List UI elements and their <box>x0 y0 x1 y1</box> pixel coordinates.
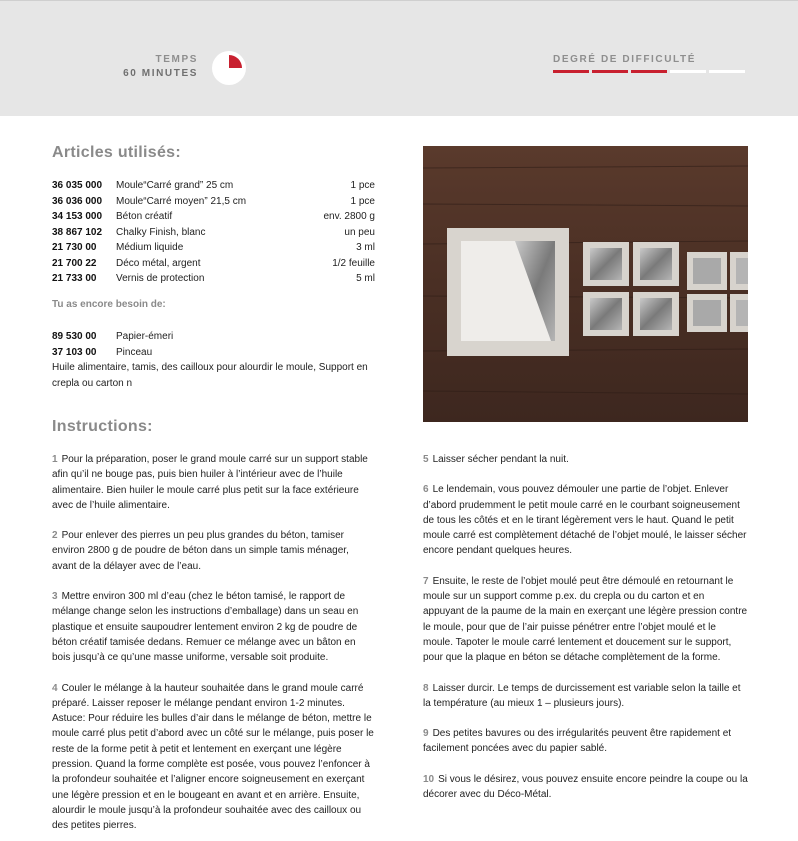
article-number: 36 036 000 <box>52 195 103 207</box>
extra-number: 89 530 00 <box>52 331 97 342</box>
article-quantity: 5 ml <box>356 273 375 284</box>
time-value: 60 MINUTES <box>123 68 198 79</box>
extra-row <box>52 345 375 361</box>
instruction-step <box>423 726 748 757</box>
article-quantity: 1 pce <box>350 180 375 191</box>
article-number: 38 867 102 <box>52 226 103 238</box>
instruction-step <box>423 452 748 467</box>
product-photo <box>423 146 748 422</box>
extra-list <box>52 329 375 391</box>
difficulty-bar <box>553 70 589 73</box>
instruction-step <box>52 452 375 513</box>
article-number: 21 700 22 <box>52 257 97 269</box>
article-name: Béton créatif <box>116 211 173 222</box>
difficulty-label: DEGRÉ DE DIFFICULTÉ <box>553 54 696 65</box>
instructions-column-right <box>423 452 748 817</box>
step-text: Laisser sécher pendant la nuit. <box>432 454 569 465</box>
step-number: 9 <box>423 728 429 740</box>
difficulty-bar <box>709 70 745 73</box>
step-text: Le lendemain, vous pouvez démouler une partie de l’objet. Enlever d’abord prudemment le petit moule carré en le courbant soigneusement de tous les côtés et en le tirant légèrement vers le haut. Quand le petit moule carré est complètement détaché de l’objet moulé, le laisser sécher encore pendant quelques heures. <box>423 484 747 557</box>
article-number: 34 153 000 <box>52 211 103 222</box>
time-label: TEMPS <box>155 54 198 65</box>
difficulty-bar <box>670 70 706 73</box>
step-text: Si vous le désirez, vous pouvez ensuite encore peindre la coupe ou la décorer avec du Déco-Métal. <box>423 773 748 801</box>
extra-note: Huile alimentaire, tamis, des cailloux pour alourdir le moule, Support en crepla ou carton n <box>52 362 368 389</box>
instruction-step <box>423 772 748 803</box>
article-row <box>52 209 375 225</box>
article-quantity: 3 ml <box>356 242 375 253</box>
article-row <box>52 225 375 241</box>
article-row <box>52 271 375 287</box>
articles-list <box>52 178 375 287</box>
article-number: 21 730 00 <box>52 242 97 253</box>
step-text: Des petites bavures ou des irrégularités peuvent être rapidement et facilement poncées avec du papier sablé. <box>423 728 732 755</box>
step-text: Mettre environ 300 ml d’eau (chez le béton tamisé, le rapport de mélange change selon les instructions d’emballage) dans un seau en plastique et ensuite saupoudrer lentement environ 2 kg de poudre de béton créatif tamisée dedans. Remuer ce mélange avec un bâton en bois jusqu’à ce qu’une masse uniforme, versable soit produite. <box>52 591 359 664</box>
instruction-step <box>52 681 375 834</box>
time-block <box>60 53 198 81</box>
step-number: 5 <box>423 454 429 465</box>
extra-name: Pinceau <box>116 346 153 358</box>
article-quantity: 1/2 feuille <box>332 257 375 269</box>
article-quantity: un peu <box>344 226 375 238</box>
step-text: Pour la préparation, poser le grand moule carré sur un support stable afin qu’il ne bouge pas, puis bien huiler à l’intérieur avec de l’huile alimentaire. Bien huiler le moule carré plus petit sur la face extérieure avec de l’huile alimentaire. <box>52 454 368 511</box>
difficulty-bar <box>631 70 667 73</box>
extra-name: Papier-émeri <box>116 331 174 342</box>
article-row <box>52 240 375 256</box>
article-name: Moule“Carré moyen” 21,5 cm <box>116 195 247 207</box>
extra-title: Tu as encore besoin de: <box>52 299 166 310</box>
article-name: Moule“Carré grand” 25 cm <box>116 180 234 191</box>
step-number: 7 <box>423 575 429 587</box>
difficulty-bar <box>592 70 628 73</box>
header-band <box>0 0 798 116</box>
instruction-step <box>423 482 748 558</box>
instructions-title: Instructions: <box>52 418 153 435</box>
step-number: 3 <box>52 591 58 603</box>
instructions-column-left <box>52 452 375 834</box>
step-text: Laisser durcir. Le temps de durcissement est variable selon la taille et la température (au mieux 1 – plusieurs jours). <box>423 682 741 709</box>
step-number: 10 <box>423 773 435 785</box>
step-number: 6 <box>423 484 429 496</box>
article-row <box>52 178 375 194</box>
article-name: Chalky Finish, blanc <box>116 226 206 238</box>
article-quantity: env. 2800 g <box>323 211 375 222</box>
instruction-step <box>52 528 375 574</box>
article-name: Vernis de protection <box>116 273 205 284</box>
step-number: 4 <box>52 682 58 694</box>
article-row <box>52 256 375 272</box>
article-name: Médium liquide <box>116 242 184 253</box>
step-text: Pour enlever des pierres un peu plus grandes du béton, tamiser environ 2800 g de poudre de béton dans un simple tamis ménager, avant de la délayer avec de l’eau. <box>52 530 349 572</box>
article-number: 36 035 000 <box>52 180 103 191</box>
instruction-step <box>423 681 748 712</box>
clock-icon <box>212 51 246 85</box>
step-number: 1 <box>52 454 58 465</box>
article-number: 21 733 00 <box>52 273 97 284</box>
step-number: 2 <box>52 530 58 542</box>
step-number: 8 <box>423 682 429 694</box>
step-text: Ensuite, le reste de l’objet moulé peut être démoulé en retournant le moule sur un support comme p.ex. du crepla ou du carton et en appuyant de la paume de la main en exerçant une légère pression contre le moule, pour que de l’air puisse pénétrer entre l’objet moulé et le moule. Tapoter le moule carré lentement et doucement sur le support, pour que la plaque en béton se détache complètement de la forme. <box>423 575 748 664</box>
article-row <box>52 194 375 210</box>
step-text: Couler le mélange à la hauteur souhaitée dans le grand moule carré préparé. Laisser reposer le mélange pendant environ 1-2 minutes. Astuce: Pour réduire les bulles d’air dans le mélange de béton, mettre le moule carré plus petit d’abord avec un côté sur le mélange, puis poser le reste de la forme petit à petit et lentement en exerçant une légère pression. Quand la forme complète est posée, vous pouvez l’enfoncer à la profondeur souhaitée et l’aligner encore soigneusement en exerçant une légère pression et en le bougeant en avant et en arrière. Ensuite, alourdir le moule jusqu’à la profondeur souhaitée avec des cailloux ou des petites pierres. <box>52 682 374 832</box>
difficulty-meter <box>553 70 745 73</box>
extra-row <box>52 329 375 345</box>
extra-number: 37 103 00 <box>52 346 97 358</box>
articles-title: Articles utilisés: <box>52 144 182 161</box>
instruction-step <box>423 574 748 666</box>
instruction-step <box>52 589 375 665</box>
article-name: Déco métal, argent <box>116 257 201 269</box>
article-quantity: 1 pce <box>350 195 375 207</box>
